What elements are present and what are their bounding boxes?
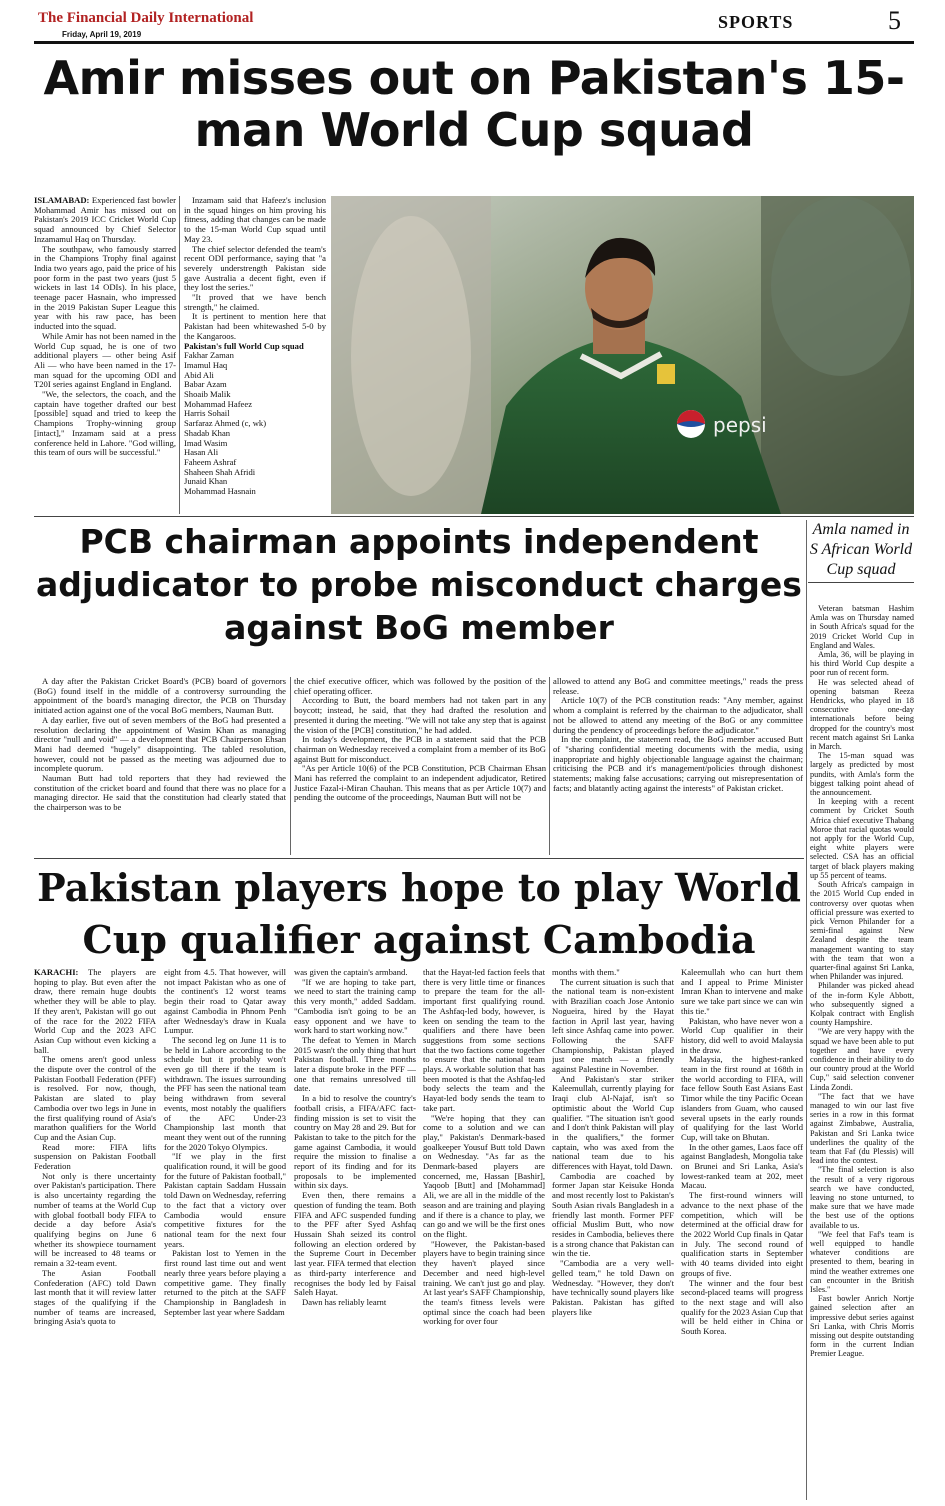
story3-col3-para-2: The defeat to Yemen in March 2015 wasn't the only thing that hurt Pakistan football. Three months later a dispute broke in the PFF — one that remains unresolved till date. [294, 1034, 416, 1094]
story3-col2-para-1: The second leg on June 11 is to be held in Lahore according to the schedule but it probably won't even go till there if the team is withdrawn. The issues surrounding the PFF has seen the national team being withdrawn from several events, most notably the qualifiers of the AFC Under-23 Championship last month that meant they went out of the running for the 2020 Tokyo Olympics. [164, 1034, 286, 1152]
story2-col2-para-2: In today's development, the PCB in a statement said that the PCB chairman on Wednesday received a complaint from a member of its BoG against Butt for misconduct. [294, 734, 546, 764]
story2-col1-para-1: A day earlier, five out of seven members of the BoG had presented a resolution declaring the appointment of Wasim Khan as managing director "null and void" — a development that PCB Chairperson Ehsan Mani had deemed "hugely" disappointing. The tabled resolution, however, could not be passed as the meeting was adjourned due to incomplete quorum. [34, 714, 286, 774]
story1-col1-para-0: ISLAMABAD: Experienced fast bowler Mohammad Amir has missed out on Pakistan's 2019 ICC Cricket World Cup squad announced by Chief Selector Inzamamul Haq on Thursday. [34, 196, 176, 244]
story3-col3-para-5: Dawn has reliably learnt [302, 1296, 387, 1307]
column-divider [179, 196, 180, 514]
story3-col4 [423, 968, 545, 1500]
squad-player: Imamul Haq [184, 359, 228, 370]
cricketer-photo [331, 196, 914, 514]
story1-dateline: ISLAMABAD: [34, 196, 90, 205]
squad-player: Mohammad Hasnain [184, 486, 256, 497]
column-divider [549, 677, 550, 855]
photo-illustration [331, 196, 914, 514]
story2-col3-para-1: Article 10(7) of the PCB constitution reads: "Any member, against whom a complaint is referred by the chairman to the adjudicator, shall not be allowed to attend any meeting of the BoG or any committee during the pendency of proceedings before the adjudicator." [553, 695, 803, 735]
squad-player: Sarfaraz Ahmed (c, wk) [184, 418, 267, 429]
squad-player: Faheem Ashraf [184, 456, 237, 467]
page-number: 5 [888, 6, 901, 35]
squad-player: Shadab Khan [184, 427, 231, 438]
squad-player: Fakhar Zaman [184, 350, 234, 361]
story3-col5-para-2: And Pakistan's star striker Kaleemullah, currently playing for Iraqi club Al-Najaf, isn't so optimistic about the World Cup qualifier. "The situation isn't good and I don't think Pakistan will play in the qualifiers," the former captain, who was axed from the national team due to his differences with Hayat, told Dawn. [552, 1073, 674, 1172]
sidebar-para-0: Veteran batsman Hashim Amla was on Thursday named in South Africa's squad for the 2019 Cricket World Cup in England and Wales. [810, 604, 914, 650]
sidebar-para-3: The 15-man squad was largely as predicted by most pundits, with Amla's form the biggest talking point ahead of the announcement. [810, 751, 914, 798]
squad-player: Shaheen Shah Afridi [184, 466, 256, 477]
story3-col5-para-1: The current situation is such that the national team is non-existent with Brazilian coach Jose Antonio Nogueira, hired by the Hayat faction in April last year, having left since Ashfaq came into power. Following the SAFF Championship, Pakistan played just one match — a friendly against Palestine in November. [552, 976, 674, 1075]
story1-headline: Amir misses out on Pakistan's 15-man World Cup squad [43, 51, 905, 157]
story2-col3 [553, 677, 803, 855]
story1-col2-para-3: It is pertinent to mention here that Pakistan had been whitewashed 5-0 by the Kangaroos. [184, 311, 326, 341]
section-label: SPORTS [718, 12, 794, 32]
story3-col1 [34, 968, 156, 1500]
sidebar-para-4: In keeping with a recent comment by Cricket South Africa chief executive Thabang Moroe that racial quotas would not apply for the World Cup, eight white players were selected. CSA has an official target of black players making up 55 percent of teams. [810, 797, 914, 880]
story3-col1-para-0: KARACHI: The players are hoping to play. But even after the draw, there remain huge doubts whether they will be able to play. If they aren't, Pakistan will go out of the race for the 2022 FIFA World Cup and the 2023 AFC Asian Cup without even kicking a ball. [34, 968, 156, 1055]
story2-col1 [34, 677, 286, 855]
sidebar-para-6: Philander was picked ahead of the in-form Kyle Abbott, who subsequently signed a Kolpak contract with English county Hampshire. [810, 981, 914, 1028]
story2-headline: PCB chairman appoints independent adjudicator to probe misconduct charges against BoG member [36, 522, 802, 647]
sidebar-para-11: Fast bowler Anrich Nortje gained selection after an impressive debut series against Sri Lanka, with Chris Morris missing out despite outstanding form in the current Indian Premier League. [810, 1294, 914, 1359]
squad-player: Abid Ali [184, 369, 214, 380]
story3-col2 [164, 968, 286, 1500]
story1-col2-para-2: "It proved that we have bench strength," he claimed. [184, 292, 326, 312]
squad-player: Babar Azam [184, 379, 227, 390]
masthead [0, 0, 945, 44]
story3-col1-para-2: Read more: FIFA lifts suspension on Pakistan Football Federation [34, 1141, 156, 1172]
paper-name: The Financial Daily International [38, 10, 254, 26]
masthead-rule [34, 41, 914, 44]
story1-col1-para-2: While Amir has not been named in the World Cup squad, he is one of two additional players — other being Asif Ali — who have been named in the 17-man squad for the upcoming ODI and T20I series against England in England. [34, 330, 176, 390]
story3-headline: Pakistan players hope to play World Cup qualifier against Cambodia [37, 865, 801, 962]
story3-col5-para-3: Cambodia are coached by former Japan star Keisuke Honda and most recently lost to Pakistan's South Asian rivals Bangladesh in a friendly last month. Former PFF official Muslim Butt, who now resides in Cambodia, believes there is a strong chance that Pakistan can win the tie. [552, 1170, 674, 1259]
story2-col2-para-1: According to Butt, the board members had not taken part in any boycott; instead, he said, that they had drafted the resolution and presented it during the meeting. "We will not take any step that is against the vision of the [PCB] constitution," he had added. [294, 695, 546, 735]
squad-player: Shoaib Malik [184, 389, 231, 400]
column-divider [290, 677, 291, 855]
story3-col1-para-3: Not only is there uncertainty over Pakistan's participation. There is also uncertainty regarding the number of teams at the World Cup with global football body FIFA to decide a day before Asia's qualifying begins on June 6 whether its showpiece tournament will be increased to 48 teams or remain a 32-team event. [34, 1170, 156, 1269]
story3-col1-para-1: The omens aren't good unless the dispute over the control of the Pakistan Football Federation (PFF) is resolved. For now, though, Pakistan are slated to play Cambodia over two legs in June in the first qualifying round of Asia's marathon qualifiers for the World Cup and the Asian Cup. [34, 1054, 156, 1142]
squad-player: Junaid Khan [184, 476, 228, 487]
sidebar-para-5: South Africa's campaign in the 2015 World Cup ended in controversy over quotas when official pressure was exerted to pick Vernon Philander for a semi-final against New Zealand despite the team management wanting to stay with the team that won a quarter-final against Sri Lanka, when Philander was injured. [810, 880, 914, 982]
sidebar-para-10: "We feel that Faf's team is well equipped to handle whatever conditions are presented to them, bearing in mind the weather extremes one can encounter in the British Isles." [810, 1229, 914, 1295]
story3-col2-para-0: eight from 4.5. That however, will not impact Pakistan who as one of the continent's 12 worst teams begin their road to Qatar away against Cambodia in Phnom Penh after Wednesday's draw in Kuala Lumpur. [164, 968, 286, 1036]
squad-player: Hasan Ali [184, 447, 219, 458]
story3-col5-para-4: "Cambodia are a very well-gelled team," he told Dawn on Wednesday. "However, they don't have technically sound players like Pakistan. Pakistan has gifted players like [552, 1258, 674, 1317]
story3-col6 [681, 968, 803, 1500]
story1-col1-para-1: The southpaw, who famously starred in the Champions Trophy final against India two years ago, paid the price of his poor form in the past two years (just 5 wickets in last 14 ODIs). In his place, teenage pacer Hasnain, who impressed in the 2019 Pakistan Super League this year with his raw pace, has been inducted into the squad. [34, 243, 176, 332]
story3-col6-para-2: Malaysia, the highest-ranked team in the first round at 168th in the world according to FIFA, will face fellow South East Asians East Timor while the tiny Pacific Ocean islanders from Guam, who caused several upsets in the early rounds of qualifying for the last World Cup, will take on Bhutan. [681, 1054, 803, 1142]
story1-col1 [34, 196, 176, 514]
story3-col5-para-0: months with them." [552, 968, 620, 977]
squad-title: Pakistan's full World Cup squad [184, 340, 304, 351]
section-divider [34, 516, 914, 517]
squad-player: Imad Wasim [184, 437, 228, 448]
story3-col6-para-4: The first-round winners will advance to the next phase of the competition, which will be determined at the official draw for the 2022 World Cup finals in Qatar in July. The second round of qualification starts in September with 40 teams divided into eight groups of five. [681, 1190, 803, 1278]
sidebar-body [810, 604, 914, 1500]
story3-col6-para-5: The winner and the four best second-placed teams will progress to the next stage and will also qualify for the 2023 Asian Cup that will be held either in China or South Korea. [681, 1277, 803, 1337]
sidebar-para-2: He was selected ahead of opening batsman Reeza Hendricks, who played in 18 consecutive one-day internationals before being dropped for the country's most recent match against Sri Lanka in March. [810, 677, 914, 752]
story3-col1-para-4: The Asian Football Confederation (AFC) told Dawn last month that it will review latter stages of the qualifying if the number of teams are increased, bringing Asia's quota to [34, 1267, 156, 1327]
sidebar-headline: Amla named in S African World Cup squad [808, 520, 914, 583]
sidebar-para-9: "The final selection is also the result of a very rigorous search we have conducted, leaving no stone unturned, to make sure that we have made the best use of the options available to us. [810, 1165, 914, 1230]
story1-col2-para-1: The chief selector defended the team's recent ODI performance, saying that "a severely understrength Pakistan side gave Australia a decent fight, even if they lost the series." [184, 243, 326, 293]
squad-player: Harris Sohail [184, 408, 230, 419]
story3-col6-para-0: Kaleemullah who can hurt them and I appeal to Prime Minister Imran Khan to intervene and make sure we take part since we can win this tie." [681, 968, 803, 1016]
story3-col6-para-1: Pakistan, who have never won a World Cup qualifier in their history, did well to avoid Malaysia in the draw. [681, 1015, 803, 1055]
sidebar-para-1: Amla, 36, will be playing in his third World Cup despite a poor run of recent form. [810, 650, 914, 678]
story3-col3-para-3: In a bid to resolve the country's football crisis, a FIFA/AFC fact-finding mission is set to visit the country on May 28 and 29. But for Pakistan to take to the pitch for the game against Cambodia, it would require the mission to finalise a report of its finding and for its proposals to be implemented within six days. [294, 1093, 416, 1191]
story2-col3-para-0: allowed to attend any BoG and committee meetings," reads the press release. [553, 677, 803, 696]
story1-col2 [184, 196, 326, 514]
story2-col1-para-0: A day after the Pakistan Cricket Board's (PCB) board of governors (BoG) found itself in the middle of a controversy surrounding the appointment of the board's managing director, the PCB on Thursday initiated action against one of the vocal BoG members, Nauman Butt. [34, 677, 286, 716]
story3-col3-para-0: was given the captain's armband. [294, 968, 408, 977]
story2-col3-para-2: In the complaint, the statement read, the BoG member accused Butt of "sharing confidential meeting documents with the media, using inappropriate and highly objectionable language against the chairman; criticising the PCB and it's management/policies through dishonest statements; making false accusations; carrying out misrepresentation of facts; and blatantly acting against the interests" of Pakistan cricket. [553, 734, 803, 793]
sidebar-divider [806, 520, 807, 1500]
story3-col4-para-1: "We're hoping that they can come to a solution and we can play," Pakistan's Denmark-based goalkeeper Yousuf Butt told Dawn on Wednesday. "As far as the Denmark-based players are concerned, me, Hassan [Bashir], Yaqoob [Butt] and [Mohammad] Ali, we are all in the middle of the season and are training and playing and if there is a chance to play, we can go and we will be the first ones on the flight. [423, 1112, 545, 1239]
story3-dateline: KARACHI: [34, 968, 79, 977]
story2-col1-para-2: Nauman Butt had told reporters that they had reviewed the constitution of the cricket board and found that there was no place for a managing director. He said that the constitution had clearly stated that the chairperson was to be [34, 773, 286, 813]
squad-list [184, 351, 326, 497]
story3-col2-para-3: Pakistan lost to Yemen in the first round last time out and went nearly three years before playing a competitive game. They finally returned to the pitch at the SAFF Championship in Bangladesh in September last year where Saddam [164, 1248, 286, 1317]
issue-date: Friday, April 19, 2019 [62, 30, 142, 39]
photo-pepsi-text: pepsi [713, 413, 767, 437]
story3-col6-para-3: In the other games, Laos face off against Bangladesh, Mongolia take on Brunei and Sri Lanka, Asia's lowest-ranked team at 202, meet Macau. [681, 1141, 803, 1191]
story3-col3-para-4: Even then, there remains a question of funding the team. Both FIFA and AFC suspended funding to the PFF after Syed Ashfaq Hussain Shah seized its control following an election ordered by the Supreme Court in December last year. FIFA termed that election as third-party interference and recognises the body led by Faisal Saleh Hayat. [294, 1190, 416, 1298]
story3-col3-para-1: "If we are hoping to take part, we need to start the training camp this very month," added Saddam. "Cambodia isn't going to be an easy opponent and we have to work hard to start working now." [294, 976, 416, 1036]
sidebar-para-8: "The fact that we have managed to win our last five series in a row in this format against Zimbabwe, Australia, Pakistan and Sri Lanka twice underlines the quality of the team that Faf (du Plessis) will lead into the contest. [810, 1091, 914, 1166]
story3-col4-para-0: that the Hayat-led faction feels that there is very little time or finances to prepare the team for the all-important first qualifying round. The Ashfaq-led body, however, is keen on sending the team to the qualifiers and there have been suggestions from some sections that the two factions come together to ensure that the national team plays. A workable solution that has been mooted is that the Ashfaq-led body selects the team and the Hayat-led body sends the team to take part. [423, 968, 545, 1113]
story2-col2-para-0: the chief executive officer, which was followed by the position of the chief operating officer. [294, 677, 546, 696]
story3-col3 [294, 968, 416, 1500]
story3-col5 [552, 968, 674, 1500]
story3-col4-para-2: "However, the Pakistan-based players have to begin training since they haven't played since December and need high-level training. We can't just go and play. At last year's SAFF Championship, the team's fitness levels were optimal since the coach had been working for over four [423, 1238, 545, 1327]
story1-col1-para-3: "We, the selectors, the coach, and the captain have together drafted our best [possible] squad and tried to keep the Champions Trophy-winning group [intact]," Inzamam said at a press conference held in Lahore. "God willing, this team of ours will be successful." [34, 389, 176, 458]
story3-col2-para-2: "If we play in the first qualification round, it will be good for the future of Pakistan football," Pakistan captain Saddam Hussain told Dawn on Wednesday, referring to the fact that a victory over Cambodia would ensure competitive fixtures for the national team for the next four years. [164, 1151, 286, 1249]
sidebar-para-7: "We are very happy with the squad we have been able to put together and have every confidence in their ability to do our country proud at the World Cup," said selection convener Linda Zondi. [810, 1027, 914, 1092]
story2-col2 [294, 677, 546, 855]
story1-col2-para-0: Inzamam said that Hafeez's inclusion in the squad hinges on him proving his fitness, adding that changes can be made to the 15-man World Cup squad until May 23. [184, 196, 326, 244]
section-divider [34, 858, 804, 859]
story2-col2-para-3: "As per Article 10(6) of the PCB Constitution, PCB Chairman Ehsan Mani has referred the complaint to an independent adjudicator, Retired Justice Fazal-i-Miran Chauhan. This means that as per Article 10(7) and pending the outcome of the proceedings, Nauman Butt will not be [294, 763, 546, 803]
squad-player: Mohammad Hafeez [184, 398, 253, 409]
